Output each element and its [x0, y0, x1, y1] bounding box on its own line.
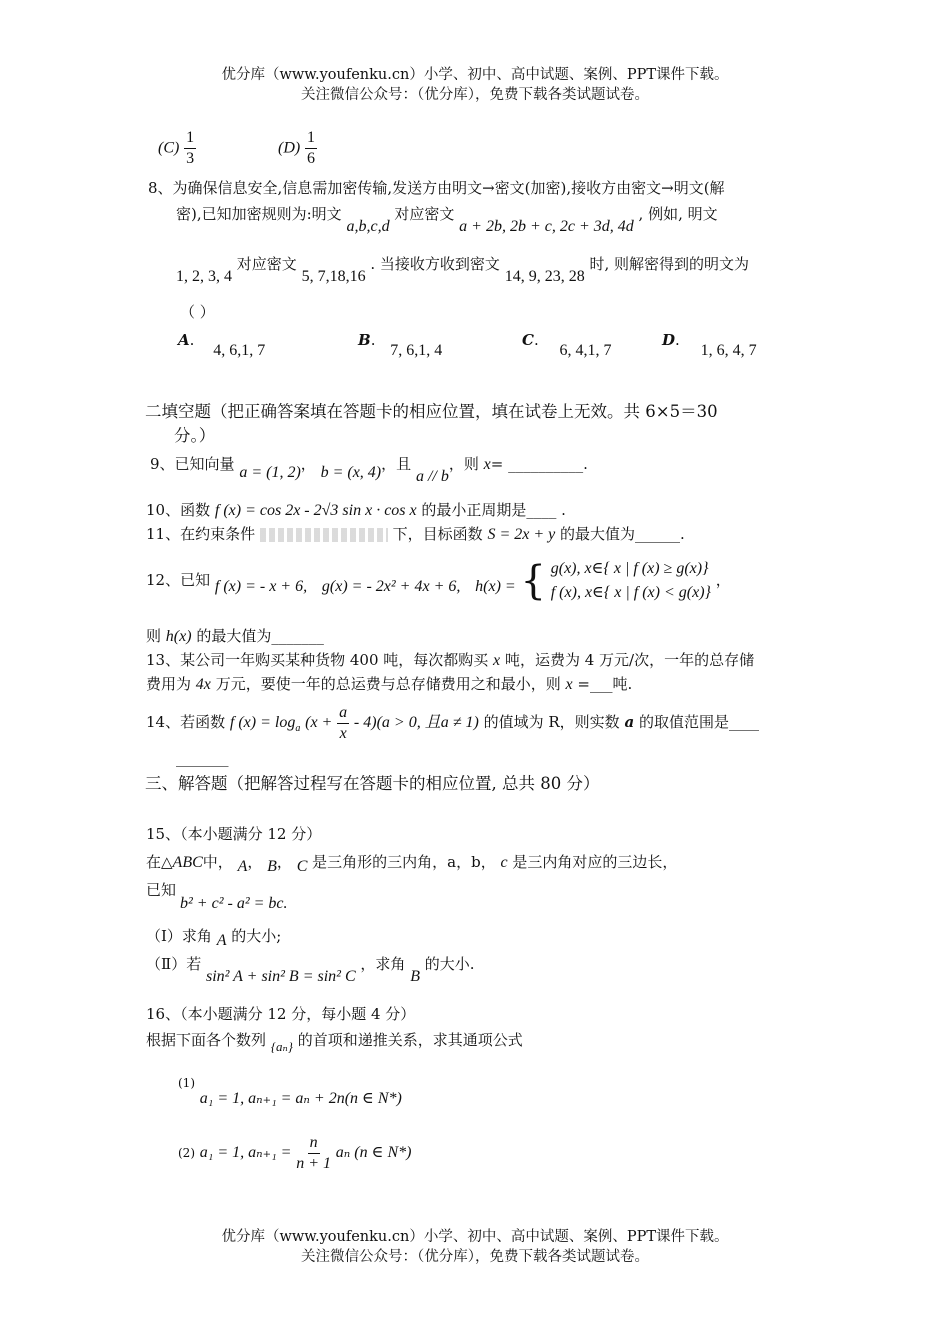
q14-expr: (x +: [305, 714, 333, 731]
q15-line-1: [146, 852, 677, 873]
q13-text: 13、某公司一年购买某种货物 400 吨，每次都购买: [146, 651, 489, 669]
q16-text: 的首项和递推关系，求其通项公式: [297, 1031, 523, 1049]
q10-text: 的最小正周期是____ .: [421, 501, 566, 519]
q11-objective: S = 2x + y: [487, 526, 556, 543]
q15-text: 是三角形的三内角，a，b，: [312, 853, 496, 871]
left-brace-icon: {: [520, 558, 546, 604]
q12: [146, 556, 731, 605]
q14-answer-blank: 的取值范围是____: [638, 713, 759, 731]
q14: [146, 700, 759, 751]
q7-option-d: [278, 128, 317, 169]
fraction-denominator: 6: [307, 150, 315, 167]
q15-text: 中，: [202, 853, 233, 871]
q7-option-c-label: (C): [158, 139, 180, 157]
q11: [146, 524, 685, 545]
q12-text: 12、已知: [146, 571, 211, 589]
q16-item-label: (2): [178, 1146, 195, 1160]
q11-text: 的最大值为______.: [560, 525, 685, 543]
section-2-title-line-1: 二填空题（把正确答案填在答题卡的相应位置，填在试卷上无效。共 6×5＝30: [145, 402, 718, 421]
q13-text: 万元，要使一年的总运费与总存储费用之和最小，则: [215, 675, 561, 693]
q15-text: 是三内角对应的三边长，: [512, 853, 678, 871]
q13-variable: x: [493, 652, 501, 669]
q15-text: 的大小.: [424, 955, 475, 973]
q8-text: 对应密文: [236, 255, 297, 273]
q9-text: ，则: [448, 455, 479, 473]
q12-text: 则: [146, 627, 162, 645]
option-value: 4, 6,1, 7: [213, 342, 266, 359]
q8-text: 密),已知加密规则为:明文: [176, 205, 342, 223]
q8-example-plain: 1, 2, 3, 4: [176, 268, 232, 285]
q15-text: ，: [276, 853, 292, 871]
q8-option-b: B. 7, 6,1, 4: [358, 331, 443, 359]
q14-text: 的值域为 R，则实数: [483, 713, 620, 731]
q12-line-2: [146, 626, 324, 647]
q15-sin-equation: sin² A + sin² B = sin² C: [205, 968, 356, 985]
q16-fraction: [296, 1133, 331, 1174]
option-label: D: [662, 331, 676, 349]
q16-recurrence-2: a₁ = 1, aₙ₊₁ =: [199, 1144, 292, 1161]
q15-angle-a: A: [237, 858, 248, 875]
q9-variable: x: [483, 456, 491, 473]
q16-sequence: {aₙ}: [270, 1039, 293, 1054]
q15-angle-b: B: [267, 858, 277, 875]
q16-heading: 16、（本小题满分 12 分，每小题 4 分）: [146, 1005, 416, 1023]
q13-text: 费用为: [146, 675, 192, 693]
q9-parallel-condition: a // b: [415, 468, 449, 485]
q16-item-label: (1): [178, 1076, 195, 1090]
q10-function: f (x) = cos 2x - 2√3 sin x · cos x: [214, 502, 417, 519]
option-value: 1, 6, 4, 7: [700, 342, 757, 359]
option-value: 7, 6,1, 4: [390, 342, 443, 359]
q12-h-ref: h(x): [165, 628, 192, 645]
q14-log: f (x) = log: [229, 714, 296, 731]
q8-text: , 例如, 明文: [638, 205, 718, 223]
q10: [146, 500, 566, 521]
q12-h: h(x) =: [475, 578, 516, 595]
q9-vector-b: b = (x, 4): [320, 464, 382, 481]
q15-part-2: [146, 954, 475, 985]
q12-case-1: g(x), x∈{ x | f (x) ≥ g(x)}: [550, 560, 709, 577]
option-label: A: [178, 331, 190, 349]
q7-option-d-label: (D): [278, 139, 301, 157]
q11-text: 下，目标函数: [392, 525, 483, 543]
fraction-denominator: n + 1: [296, 1154, 332, 1172]
option-label: C: [522, 331, 534, 349]
section-2-title-line-2: 分。）: [174, 426, 216, 445]
q8-text: . 当接收方收到密文: [370, 255, 500, 273]
q15-part-1: [146, 926, 281, 947]
constraint-system-image: [260, 528, 388, 542]
q13-expr: 4x: [195, 676, 211, 693]
q14-fraction: [337, 703, 349, 744]
option-value: 6, 4,1, 7: [559, 342, 612, 359]
q8-line-1: 8、为确保信息安全,信息需加密传输,发送方由明文→密文(加密),接收方由密文→明文(解: [148, 179, 725, 197]
fraction-numerator: n: [308, 1133, 320, 1154]
q16-recurrence-1: a₁ = 1, aₙ₊₁ = aₙ + 2n(n ∈ N*): [199, 1090, 402, 1107]
fraction-denominator: 3: [186, 150, 195, 167]
q15-text: （Ⅰ）求角: [146, 927, 212, 945]
q9-vector-a: a = (1, 2): [239, 464, 301, 481]
q9-text: ，且: [381, 455, 412, 473]
header-line-1: 优分库（www.youfenku.cn）小学、初中、高中试题、案例、PPT课件下载。: [221, 67, 729, 83]
q14-variable: a: [624, 713, 635, 731]
q7-option-d-fraction: [305, 128, 317, 169]
q15-given-label: 已知: [146, 881, 177, 899]
q16-text: 根据下面各个数列: [146, 1031, 267, 1049]
q16-recurrence-2: aₙ (n ∈ N*): [335, 1144, 412, 1161]
option-label: B: [358, 331, 371, 349]
q8-option-a: A. 4, 6,1, 7: [178, 331, 266, 359]
q7-option-c: [158, 128, 196, 169]
q14-log-base: a: [295, 723, 301, 734]
header-line-2: 关注微信公众号：（优分库），免费下载各类试题试卷。: [301, 87, 649, 103]
fraction-denominator: x: [339, 724, 347, 742]
q12-text: 的最大值为_______: [196, 627, 324, 645]
q8-option-d: D. 1, 6, 4, 7: [662, 331, 757, 359]
q15-triangle: ABC: [172, 854, 203, 871]
q15-text: ，求角: [360, 955, 406, 973]
q8-text: 对应密文: [394, 205, 455, 223]
fraction-numerator: 1: [305, 128, 317, 149]
q8-received-cipher: 14, 9, 23, 28: [504, 268, 585, 285]
q9-text: 9、已知向量: [150, 455, 235, 473]
q15-text: 的大小;: [231, 927, 282, 945]
q14-expr: - 4)(a > 0, 且a ≠ 1): [353, 714, 479, 731]
q7-option-c-fraction: [184, 128, 196, 169]
q14-text: 14、若函数: [146, 713, 226, 731]
q15-text: ，: [247, 853, 263, 871]
q14-line-2: _______: [176, 749, 229, 767]
q15-given-equation: b² + c² - a² = bc.: [180, 895, 288, 912]
q12-text: ，: [715, 571, 731, 589]
q16-item-2: [178, 1130, 411, 1175]
q15-text: （Ⅱ）若: [146, 955, 202, 973]
q8-line-3: [176, 254, 750, 285]
q8-example-cipher: 5, 7,18,16: [301, 268, 366, 285]
q15-heading: 15、（本小题满分 12 分）: [146, 825, 322, 843]
q16-line-1: [146, 1030, 523, 1054]
q12-f: f (x) = - x + 6,: [214, 578, 308, 595]
q8-line-2: [176, 204, 718, 235]
q9-answer-blank: = __________.: [490, 455, 588, 473]
q9: [150, 454, 588, 485]
q15-text: 在△: [146, 853, 173, 871]
q13-variable: x: [565, 676, 573, 693]
q15-angle-b: B: [410, 968, 420, 985]
q8-text: 时, 则解密得到的明文为: [589, 255, 750, 273]
footer-line-1: 优分库（www.youfenku.cn）小学、初中、高中试题、案例、PPT课件下载。: [221, 1229, 729, 1245]
fraction-numerator: a: [337, 703, 349, 724]
q13-line-1: [146, 650, 754, 671]
q8-cipher-rule: a + 2b, 2b + c, 2c + 3d, 4d: [459, 218, 634, 235]
q16-item-1: [178, 1076, 402, 1107]
q9-text: ，: [300, 455, 316, 473]
q8-plaintext-vars: a,b,c,d: [346, 218, 390, 235]
q10-text: 10、函数: [146, 501, 211, 519]
q15-angle-c: C: [296, 858, 308, 875]
section-3-title: 三、解答题（把解答过程写在答题卡的相应位置, 总共 80 分）: [145, 774, 600, 793]
q15-angle-a: A: [216, 932, 227, 949]
q12-case-2: f (x), x∈{ x | f (x) < g(x)}: [550, 584, 711, 601]
fraction-numerator: 1: [184, 128, 196, 149]
footer-line-2: 关注微信公众号：（优分库），免费下载各类试题试卷。: [301, 1249, 649, 1265]
q13-answer-blank: =___吨.: [577, 675, 633, 693]
q12-cases: [551, 557, 711, 605]
q13-text: 吨，运费为 4 万元/次，一年的总存储: [504, 651, 755, 669]
q15-side-c: c: [500, 854, 508, 871]
q8-answer-paren: （ ）: [180, 303, 215, 321]
q13-line-2: [146, 674, 632, 695]
q12-g: g(x) = - 2x² + 4x + 6,: [321, 578, 461, 595]
q11-text: 11、在约束条件: [146, 525, 256, 543]
q8-option-c: C. 6, 4,1, 7: [522, 331, 612, 359]
